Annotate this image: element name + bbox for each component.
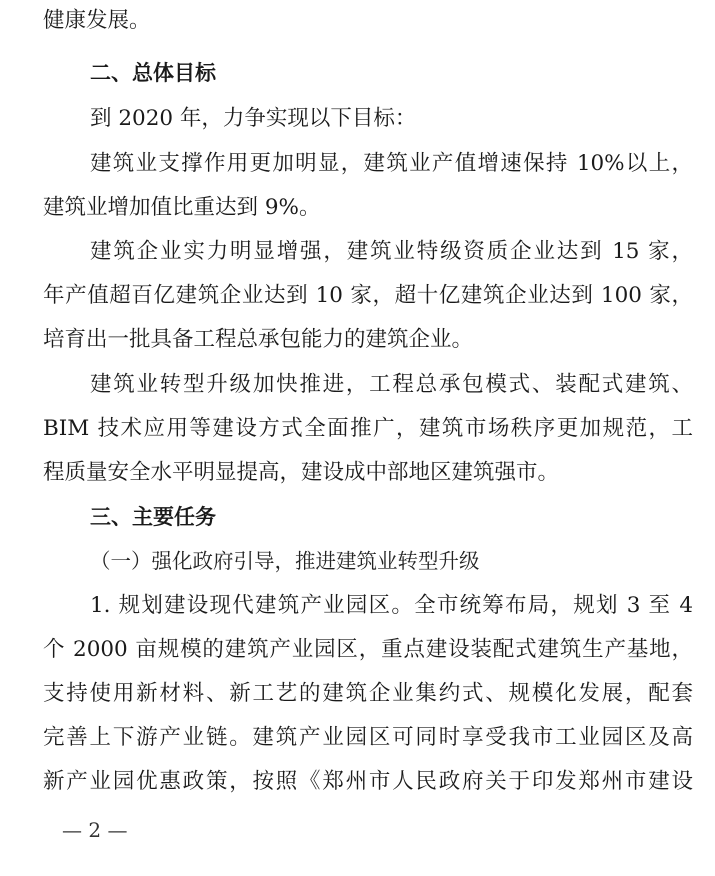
paragraph-line: 建筑业支撑作用更加明显，建筑业产值增速保持 10%以上，: [90, 151, 693, 176]
subsection-heading: （一）强化政府引导，推进建筑业转型升级: [90, 549, 480, 573]
paragraph-line: 支持使用新材料、新工艺的建筑企业集约式、规模化发展，配套: [43, 681, 693, 706]
paragraph-line: 个 2000 亩规模的建筑产业园区，重点建设装配式建筑生产基地，: [43, 637, 693, 662]
paragraph-line: 年产值超百亿建筑企业达到 10 家，超十亿建筑企业达到 100 家，: [43, 283, 693, 308]
paragraph-line: 建筑业转型升级加快推进，工程总承包模式、装配式建筑、: [90, 372, 693, 397]
paragraph-line: BIM 技术应用等建设方式全面推广，建筑市场秩序更加规范，工: [43, 416, 693, 441]
paragraph-line: 建筑企业实力明显增强，建筑业特级资质企业达到 15 家，: [90, 239, 693, 264]
paragraph-line: 建筑业增加值比重达到 9%。: [43, 195, 321, 220]
paragraph-line: 培育出一批具备工程总承包能力的建筑企业。: [43, 327, 474, 352]
paragraph-line: 新产业园优惠政策，按照《郑州市人民政府关于印发郑州市建设: [43, 769, 693, 794]
paragraph-line: 程质量安全水平明显提高，建设成中部地区建筑强市。: [43, 460, 560, 485]
paragraph-line: 到 2020 年，力争实现以下目标：: [90, 106, 417, 131]
section-heading-main-tasks: 三、主要任务: [90, 505, 216, 529]
page-number: — 2 —: [62, 818, 128, 842]
paragraph-line: 完善上下游产业链。建筑产业园区可同时享受我市工业园区及高: [43, 725, 693, 750]
paragraph-line: 1. 规划建设现代建筑产业园区。全市统筹布局，规划 3 至 4: [90, 593, 693, 618]
section-heading-overall-goals: 二、总体目标: [90, 61, 216, 85]
paragraph-line: 健康发展。: [43, 8, 151, 33]
